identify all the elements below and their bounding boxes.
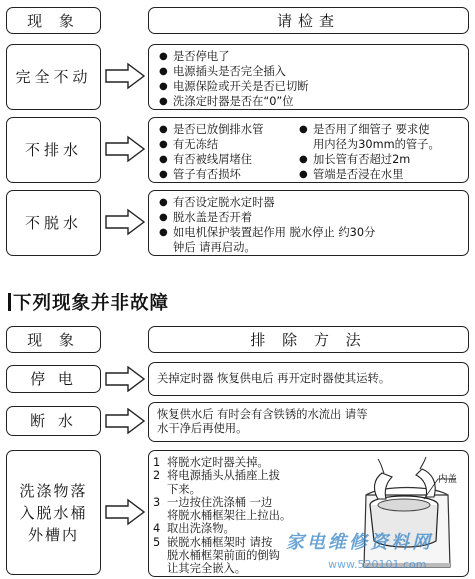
arrow-right-icon [104, 208, 146, 236]
check-list [159, 49, 309, 109]
check-item: ● 是否已放倒排水管 [159, 122, 291, 137]
symptom-box-no-drain [6, 117, 101, 183]
symptom-label: 洗涤物落入脱水桶外槽内 [19, 481, 88, 544]
step-number: 1 [153, 456, 161, 469]
faults-header-right [148, 7, 469, 34]
step-line: 脱水桶框架前面的倒钩 [167, 549, 280, 563]
step-line: 下来。 [167, 482, 201, 496]
check-list [159, 122, 475, 182]
remedy-box-water-outage [148, 402, 469, 442]
step-number: 4 [153, 522, 161, 536]
faults-header-left-text: 现 象 [27, 12, 80, 30]
check-item: ● 是否用了细管子 要求使 [299, 122, 475, 137]
step-line: 取出洗涤物。 [167, 522, 235, 536]
step-line: 一边按住洗涤桶 一边 [167, 495, 273, 509]
arrow-right-icon [104, 366, 146, 392]
check-item: ● 如电机保护装置起作用 脱水停止 约30分 [159, 225, 375, 240]
remedy-header-right [148, 326, 469, 353]
step-line: 嵌脱水桶框架时 请按 [167, 535, 273, 549]
arrow-right-icon [104, 498, 146, 526]
figure-label-inner-lid: 内盖 [438, 474, 458, 485]
title-bar-marker [8, 293, 11, 311]
check-item: ● 脱水盖是否开着 [159, 210, 375, 225]
remedy-header-right-text: 排 除 方 法 [250, 331, 367, 349]
symptom-label: 断 水 [30, 412, 77, 430]
arrow-right-icon [104, 135, 146, 163]
symptom-box-laundry-fallen [6, 450, 101, 575]
check-item: ● 管子有否损坏 [159, 167, 291, 182]
symptom-label: 停 电 [30, 370, 77, 388]
check-item: ● 有无冻结 [159, 137, 291, 152]
section-title-text: 下列现象并非故障 [13, 293, 170, 314]
check-item: ● 电源保险或开关是否已切断 [159, 79, 309, 94]
symptom-box-power-outage [6, 365, 101, 393]
remedy-header-left [6, 326, 101, 353]
check-item-continuation: 钟后 请再启动。 [173, 241, 256, 254]
step-line: 将脱水定时器关掉。 [167, 456, 269, 469]
check-item: ● 是否停电了 [159, 49, 309, 64]
symptom-box-no-response [6, 44, 101, 110]
faults-header-left [6, 7, 101, 34]
section-title [8, 289, 169, 315]
faults-header-right-text: 请检查 [276, 12, 340, 30]
step-item [153, 496, 291, 523]
step-item [153, 456, 291, 469]
symptom-box-no-spin [6, 190, 101, 256]
step-number: 5 [153, 535, 161, 549]
check-box-no-drain [148, 117, 469, 183]
check-list [159, 195, 375, 255]
step-item [153, 469, 291, 496]
step-line: 将电源插头从插座上拔 [167, 469, 280, 483]
remedy-text: 水干净后再使用。 [157, 422, 248, 435]
step-line: 让其完全嵌入。 [167, 562, 247, 576]
symptom-label: 不脱水 [24, 214, 82, 232]
remedy-text: 关掉定时器 恢复供电后 再开定时器使其运转。 [157, 372, 391, 385]
check-item: ● 电源插头是否完全插入 [159, 64, 309, 79]
step-item [153, 522, 291, 535]
check-box-no-spin [148, 190, 469, 256]
remedy-text: 恢复供水后 有时会有含铁锈的水流出 请等 [157, 408, 368, 421]
check-item: ● 有否设定脱水定时器 [159, 195, 375, 210]
arrow-right-icon [104, 62, 146, 90]
check-item: ● 管端是否浸在水里 [299, 167, 475, 182]
symptom-box-water-outage [6, 406, 101, 436]
watermark-text: 家电维修资料网 [286, 532, 433, 553]
check-item-continuation: 用内径为30mm的管子。 [313, 138, 440, 151]
arrow-right-icon [104, 408, 146, 434]
symptom-label: 不排水 [24, 141, 82, 159]
check-item: ● 洗涤定时器是否在“0”位 [159, 94, 309, 109]
step-number: 2 [153, 469, 161, 483]
step-line: 将脱水桶框架往上拉出。 [167, 509, 292, 523]
check-box-no-response [148, 44, 469, 110]
check-item: ● 有否被线屑堵住 [159, 152, 291, 167]
step-item [153, 536, 291, 576]
remedy-box-power-outage [148, 362, 469, 396]
watermark-url: www.520101.com [328, 558, 427, 571]
remedy-header-left-text: 现 象 [27, 331, 80, 349]
step-number: 3 [153, 495, 161, 509]
symptom-label: 完全不动 [15, 68, 92, 86]
check-item: ● 加长管有否超过2m [299, 152, 475, 167]
remedy-steps [153, 456, 291, 576]
